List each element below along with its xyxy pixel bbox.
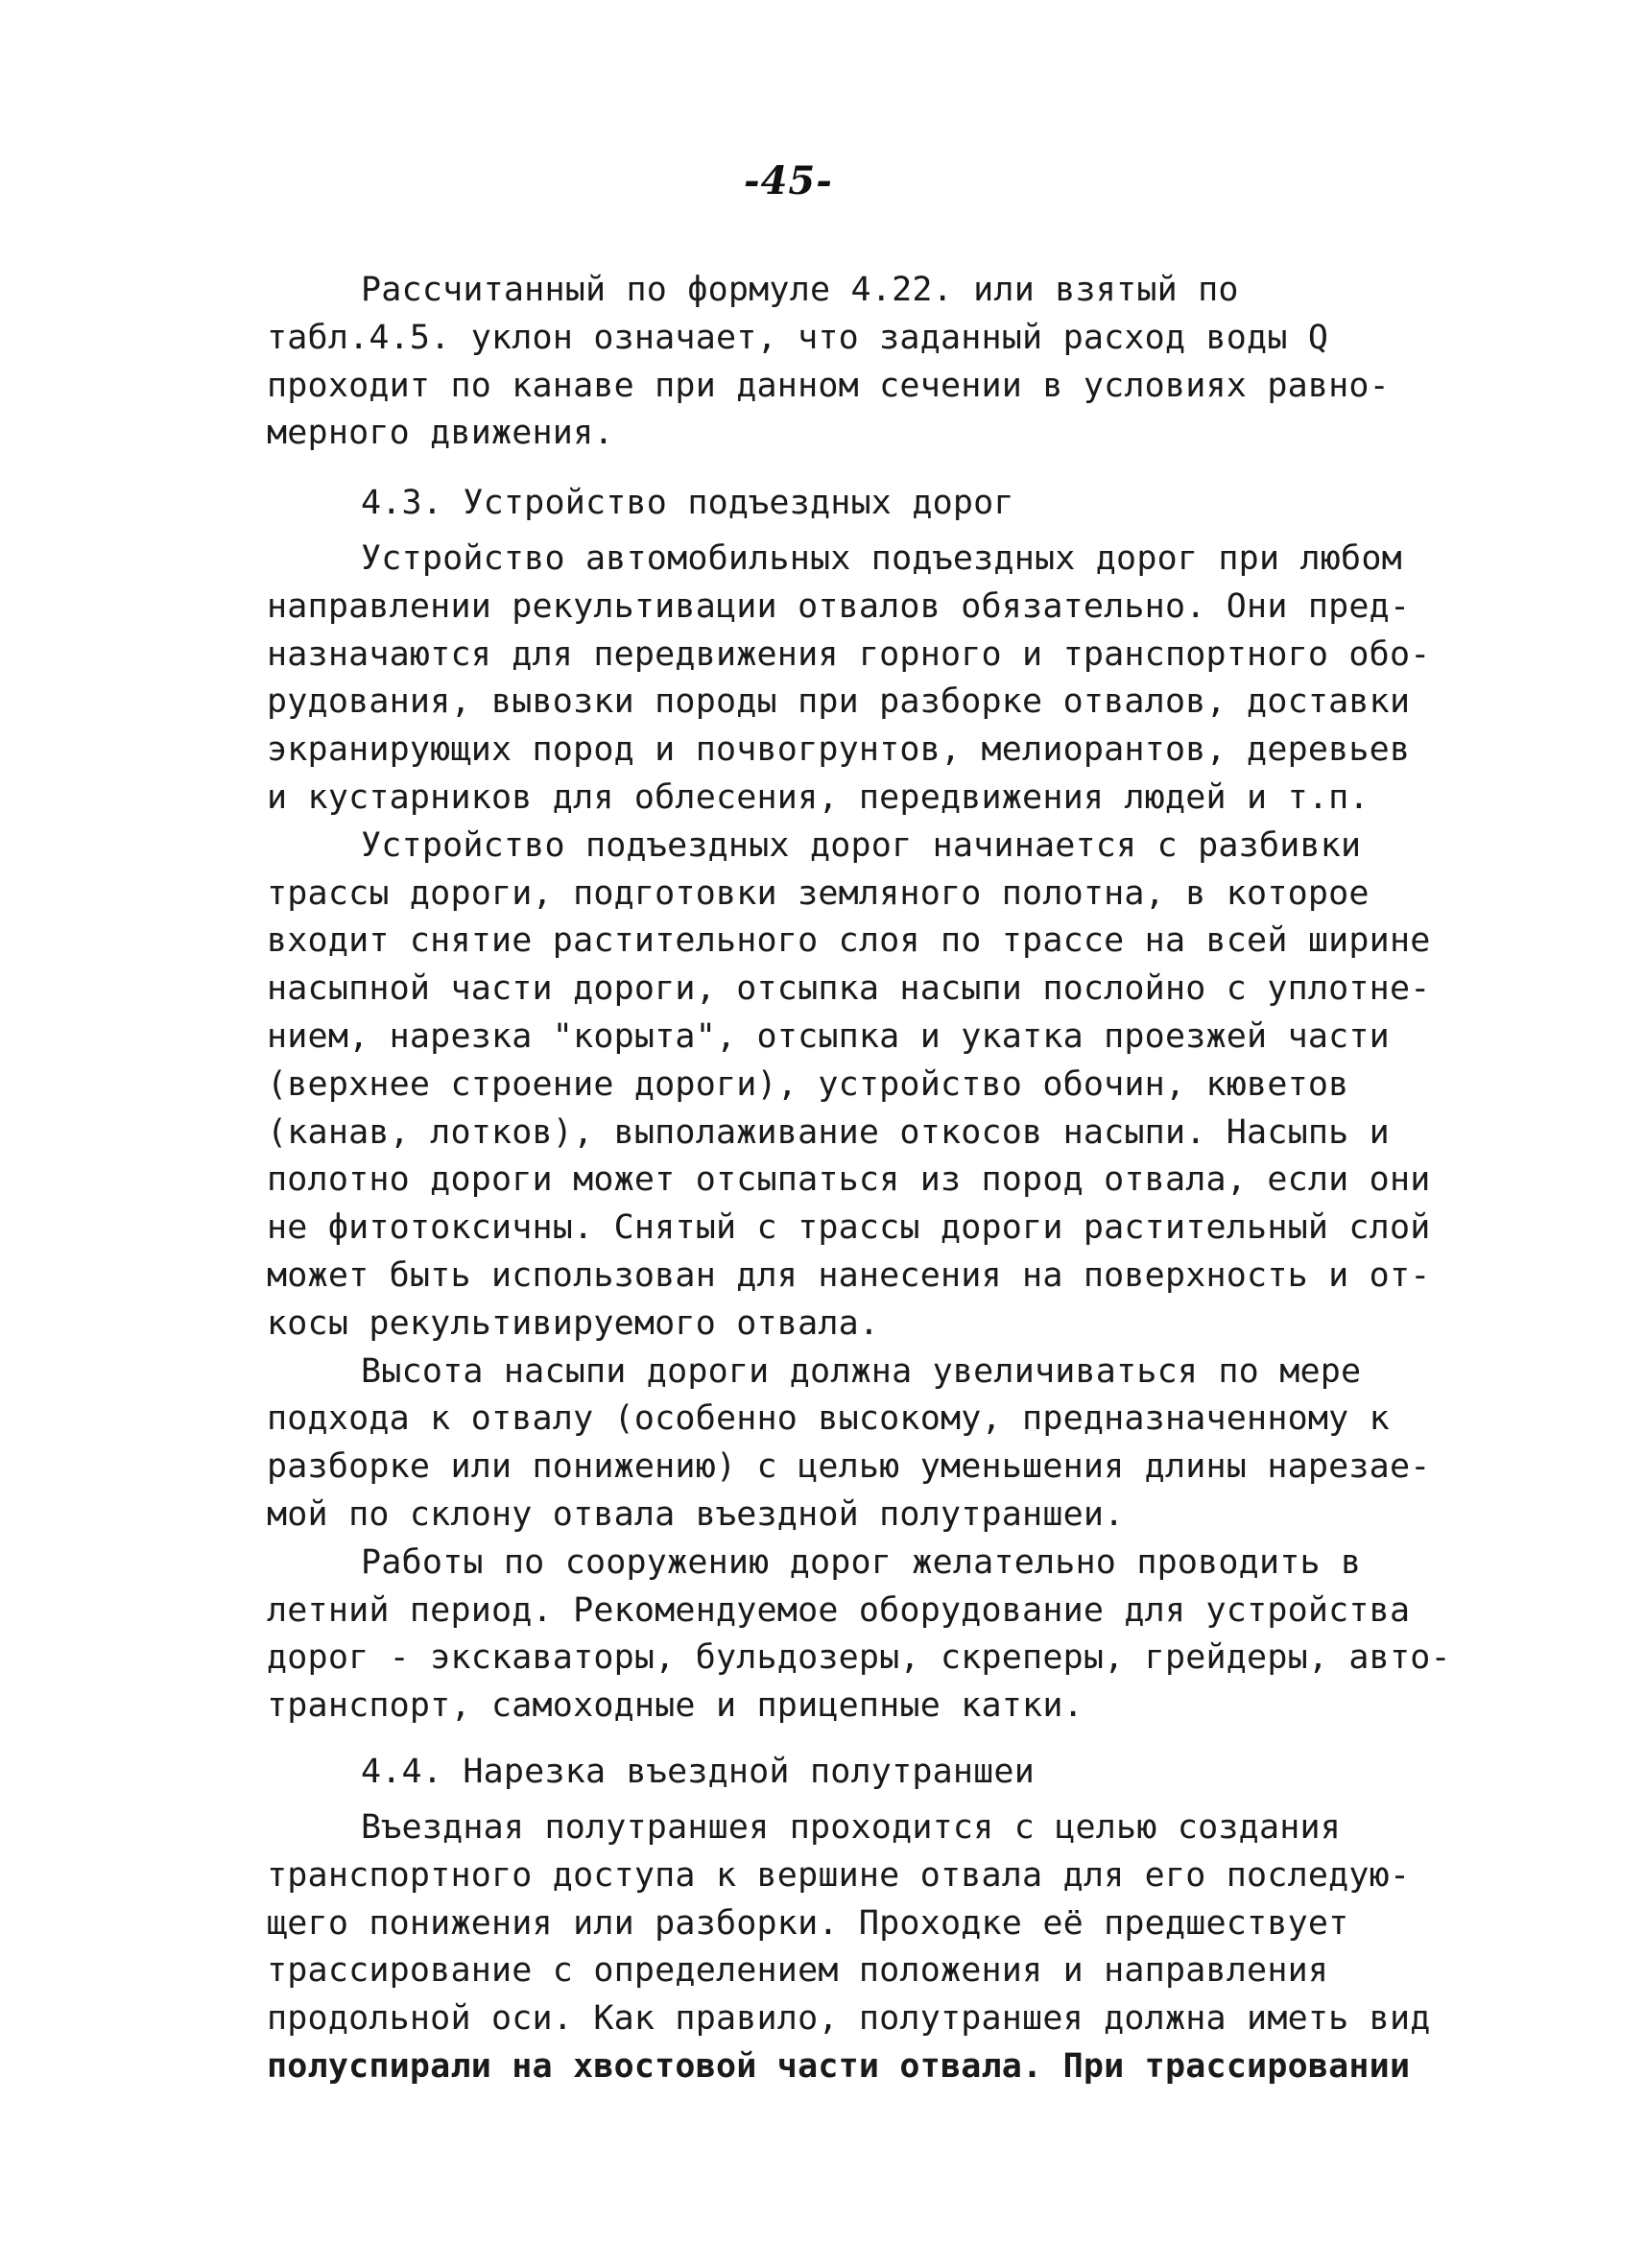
page-number: -45- bbox=[744, 158, 833, 203]
text-line: может быть использован для нанесения на поверхность и от- bbox=[267, 1255, 1431, 1295]
text-line: трассирование с определением положения и направления bbox=[267, 1951, 1329, 1991]
text-line: нием, нарезка "корыта", отсыпка и укатка проезжей части bbox=[267, 1016, 1390, 1056]
text-line: разборке или понижению) с целью уменьшения длины нарезае- bbox=[267, 1447, 1431, 1487]
text-line: насыпной части дороги, отсыпка насыпи послойно с уплотне- bbox=[267, 969, 1431, 1009]
text-line: транспортного доступа к вершине отвала для его последую- bbox=[267, 1855, 1411, 1895]
text-line: полотно дороги может отсыпаться из пород отвала, если они bbox=[267, 1160, 1431, 1200]
text-line: проходит по канаве при данном сечении в условиях равно- bbox=[267, 366, 1390, 405]
text-line: назначаются для передвижения горного и транспортного обо- bbox=[267, 634, 1431, 674]
text-line: продольной оси. Как правило, полутраншея должна иметь вид bbox=[267, 1999, 1431, 2039]
text-line: мерного движения. bbox=[267, 414, 614, 453]
section-4-4-body bbox=[267, 1804, 1431, 2091]
text-line: Высота насыпи дороги должна увеличиваться по мере bbox=[361, 1351, 1362, 1391]
text-line: Устройство автомобильных подъездных дорог при любом bbox=[361, 539, 1402, 578]
text-line: летний период. Рекомендуемое оборудование для устройства bbox=[267, 1590, 1411, 1630]
text-line: подхода к отвалу (особенно высокому, предназначенному к bbox=[267, 1399, 1390, 1439]
section-heading-4-3 bbox=[267, 480, 1399, 528]
text-line: входит снятие растительного слоя по трассе на всей ширине bbox=[267, 921, 1431, 961]
text-line: косы рекультивируемого отвала. bbox=[267, 1303, 880, 1343]
text-line: и кустарников для облесения, передвижения людей и т.п. bbox=[267, 777, 1370, 817]
text-line: направлении рекультивации отвалов обязательно. Они пред- bbox=[267, 586, 1411, 626]
text-line: дорог - экскаваторы, бульдозеры, скреперы, грейдеры, авто- bbox=[267, 1638, 1451, 1678]
text-line: не фитотоксичны. Снятый с трассы дороги растительный слой bbox=[267, 1208, 1431, 1248]
text-line: щего понижения или разборки. Проходке её предшествует bbox=[267, 1903, 1349, 1943]
text-line: табл.4.5. уклон означает, что заданный расход воды Q bbox=[267, 318, 1329, 357]
text-line: полуспирали на хвостовой части отвала. При трассировании bbox=[267, 2046, 1411, 2086]
text-line: Устройство подъездных дорог начинается с разбивки bbox=[361, 825, 1362, 865]
text-line: экранирующих пород и почвогрунтов, мелиорантов, деревьев bbox=[267, 730, 1411, 770]
section-heading-4-4 bbox=[267, 1749, 1399, 1797]
text-line: Въездная полутраншея проходится с целью создания bbox=[361, 1808, 1342, 1847]
text-line: транспорт, самоходные и прицепные катки. bbox=[267, 1686, 1084, 1726]
text-line: (канав, лотков), выполаживание откосов насыпи. Насыпь и bbox=[267, 1112, 1390, 1152]
section-heading: 4.4. Нарезка въездной полутраншеи bbox=[361, 1753, 1035, 1791]
text-line: (верхнее строение дороги), устройство обочин, кюветов bbox=[267, 1064, 1349, 1104]
text-line: Работы по сооружению дорог желательно проводить в bbox=[361, 1542, 1362, 1582]
text-line: мой по склону отвала въездной полутраншеи. bbox=[267, 1494, 1125, 1534]
text-line: Рассчитанный по формуле 4.22. или взятый по bbox=[361, 271, 1239, 309]
section-4-3-body bbox=[267, 536, 1451, 1731]
text-line: рудования, вывозки породы при разборке отвалов, доставки bbox=[267, 682, 1411, 722]
text-line: трассы дороги, подготовки земляного полотна, в которое bbox=[267, 873, 1370, 913]
intro-paragraph bbox=[267, 267, 1399, 458]
section-heading: 4.3. Устройство подъездных дорог bbox=[361, 484, 1014, 522]
